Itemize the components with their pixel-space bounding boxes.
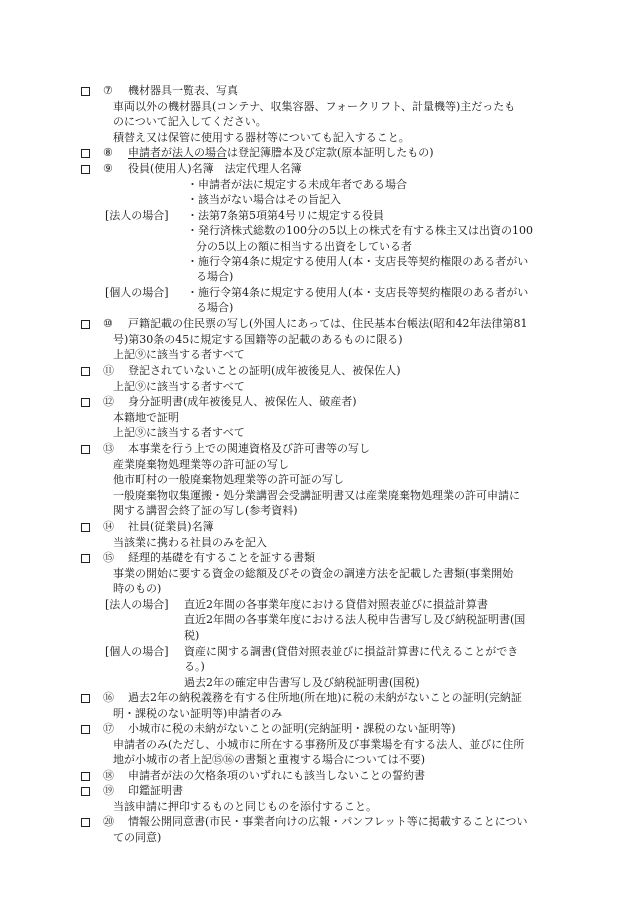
item-15-corp-label: [法人の場合] (105, 598, 169, 611)
item-20-title: 情報公開同意書(市民・事業者向けの広報・パンフレット等に掲載することについ (128, 815, 528, 828)
item-16-number: ⑯ (103, 691, 114, 704)
checkbox-item-15[interactable] (81, 554, 90, 563)
checkbox-item-7[interactable] (81, 87, 90, 96)
item-11-number: ⑪ (103, 364, 114, 377)
item-16-body-line: 明・課税のない証明等)申請者のみ (113, 707, 283, 720)
item-14-number: ⑭ (103, 520, 114, 533)
item-9-corp-label: [法人の場合] (105, 209, 169, 222)
item-8-number: ⑧ (103, 146, 113, 159)
item-15-indiv-line: 資産に関する調書(貸借対照表並びに損益計算書に代えることができ (184, 645, 519, 658)
item-9-title: 役員(使用人)名簿 法定代理人名簿 (128, 162, 302, 175)
item-10-number: ⑩ (103, 317, 113, 330)
item-19-body-line: 当該申請に押印するものと同じものを添付すること。 (113, 800, 377, 813)
item-9-corp-line: 分の5以上の額に相当する出資をしている者 (196, 240, 412, 253)
item-12-number: ⑫ (103, 395, 114, 408)
item-8-title (128, 146, 434, 160)
item-7-title: 機材器具一覧表、写真 (128, 84, 238, 97)
item-10-body-line: 号)第30条の45に規定する国籍等の記載のあるものに限る) (113, 333, 403, 346)
checkbox-item-13[interactable] (81, 445, 90, 454)
item-15-indiv-line: 過去2年の確定申告書写し及び納税証明書(国税) (184, 676, 420, 689)
item-9-indiv-label: [個人の場合] (105, 286, 169, 299)
item-15-number: ⑮ (103, 551, 114, 564)
item-9-indiv-line: る場合) (196, 301, 234, 314)
item-15-body-line: 事業の開始に要する資金の総額及びその資金の調達方法を記載した書類(事業開始 (113, 567, 514, 580)
item-12-body-line: 本籍地で証明 (113, 411, 179, 424)
item-7-body-line: 車両以外の機材器具(コンテナ、収集容器、フォークリフト、計量機等)主だったも (113, 100, 516, 113)
checkbox-item-12[interactable] (81, 398, 90, 407)
item-12-title: 身分証明書(成年被後見人、被保佐人、破産者) (128, 395, 357, 408)
item-9-number: ⑨ (103, 162, 113, 175)
item-9-bullet: ・該当がない場合はその旨記入 (187, 193, 341, 206)
item-7-body-line: 積替え又は保管に使用する器材等についても記入すること。 (113, 131, 410, 144)
item-20-number: ⑳ (103, 815, 114, 828)
checkbox-item-8[interactable] (81, 149, 90, 158)
item-10-title: 戸籍記載の住民票の写し(外国人にあっては、住民基本台帳法(昭和42年法律第81 (128, 317, 528, 330)
item-9-corp-line: る場合) (196, 270, 234, 283)
item-15-corp-line: 直近2年間の各事業年度における法人税申告書写し及び納税証明書(国 (184, 613, 526, 626)
item-17-body-line: 申請者のみ(ただし、小城市に所在する事務所及び事業場を有する法人、並びに住所 (113, 738, 525, 751)
item-17-body-line: 地が小城市の者上記⑮⑯の書類と重複する場合については不要) (113, 753, 426, 766)
item-7-number: ⑦ (103, 84, 113, 97)
item-15-indiv-line: る。) (184, 660, 205, 673)
item-15-title: 経理的基礎を有することを証する書類 (128, 551, 315, 564)
item-15-body-line: 時のもの) (113, 582, 162, 595)
item-13-body-line: 産業廃棄物処理業等の許可証の写し (113, 458, 289, 471)
item-13-number: ⑬ (103, 442, 114, 455)
item-15-corp-line: 税) (184, 629, 200, 642)
item-13-body-line: 関する講習会終了証の写し(参考資料) (113, 504, 298, 517)
item-16-title: 過去2年の納税義務を有する住所地(所在地)に税の未納がないことの証明(完納証 (128, 691, 522, 704)
checkbox-item-19[interactable] (81, 787, 90, 796)
item-17-number: ⑰ (103, 722, 114, 735)
item-19-number: ⑲ (103, 784, 114, 797)
checkbox-item-9[interactable] (81, 165, 90, 174)
item-8-title-rest: は登記簿謄本及び定款(原本証明したもの) (227, 146, 434, 159)
item-18-title: 申請者が法の欠格条項のいずれにも該当しないことの誓約書 (128, 769, 425, 782)
item-14-title: 社員(従業員)名簿 (128, 520, 214, 533)
item-11-body-line: 上記⑨に該当する者すべて (113, 380, 245, 393)
item-13-body-line: 一般廃棄物収集運搬・処分業講習会受講証明書又は産業廃棄物処理業の許可申請に (113, 489, 520, 502)
item-9-bullet: ・申請者が法に規定する未成年者である場合 (187, 178, 407, 191)
item-13-body-line: 他市町村の一般廃棄物処理業等の許可証の写し (113, 473, 344, 486)
item-13-title: 本事業を行う上での関連資格及び許可書等の写し (128, 442, 370, 455)
item-7-body-line: のについて記入してください。 (113, 115, 267, 128)
item-9-indiv-line: ・施行令第4条に規定する使用人(本・支店長等契約権限のある者がい (187, 286, 529, 299)
checkbox-item-20[interactable] (81, 818, 90, 827)
checkbox-item-17[interactable] (81, 725, 90, 734)
item-8-title-underlined: 申請者が法人の場合 (128, 146, 227, 159)
item-19-title: 印鑑証明書 (128, 784, 183, 797)
item-9-corp-line: ・施行令第4条に規定する使用人(本・支店長等契約権限のある者がい (187, 255, 529, 268)
item-20-body-line: ての同意) (113, 831, 162, 844)
checkbox-item-16[interactable] (81, 694, 90, 703)
item-9-corp-line: ・発行済株式総数の100分の5以上の株式を有する株主又は出資の100 (187, 224, 533, 237)
item-10-body-line: 上記⑨に該当する者すべて (113, 348, 245, 361)
item-15-corp-line: 直近2年間の各事業年度における貸借対照表並びに損益計算書 (184, 598, 488, 611)
item-9-corp-line: ・法第7条第5項第4号リに規定する役員 (187, 209, 384, 222)
item-18-number: ⑱ (103, 769, 114, 782)
item-12-body-line: 上記⑨に該当する者すべて (113, 426, 245, 439)
checkbox-item-14[interactable] (81, 523, 90, 532)
checkbox-item-11[interactable] (81, 367, 90, 376)
item-11-title: 登記されていないことの証明(成年被後見人、被保佐人) (128, 364, 401, 377)
item-17-title: 小城市に税の未納がないことの証明(完納証明・課税のない証明等) (128, 722, 456, 735)
checkbox-item-18[interactable] (81, 772, 90, 781)
checkbox-item-10[interactable] (81, 320, 90, 329)
item-15-indiv-label: [個人の場合] (105, 645, 169, 658)
item-14-body-line: 当該業に携わる社員のみを記入 (113, 536, 267, 549)
